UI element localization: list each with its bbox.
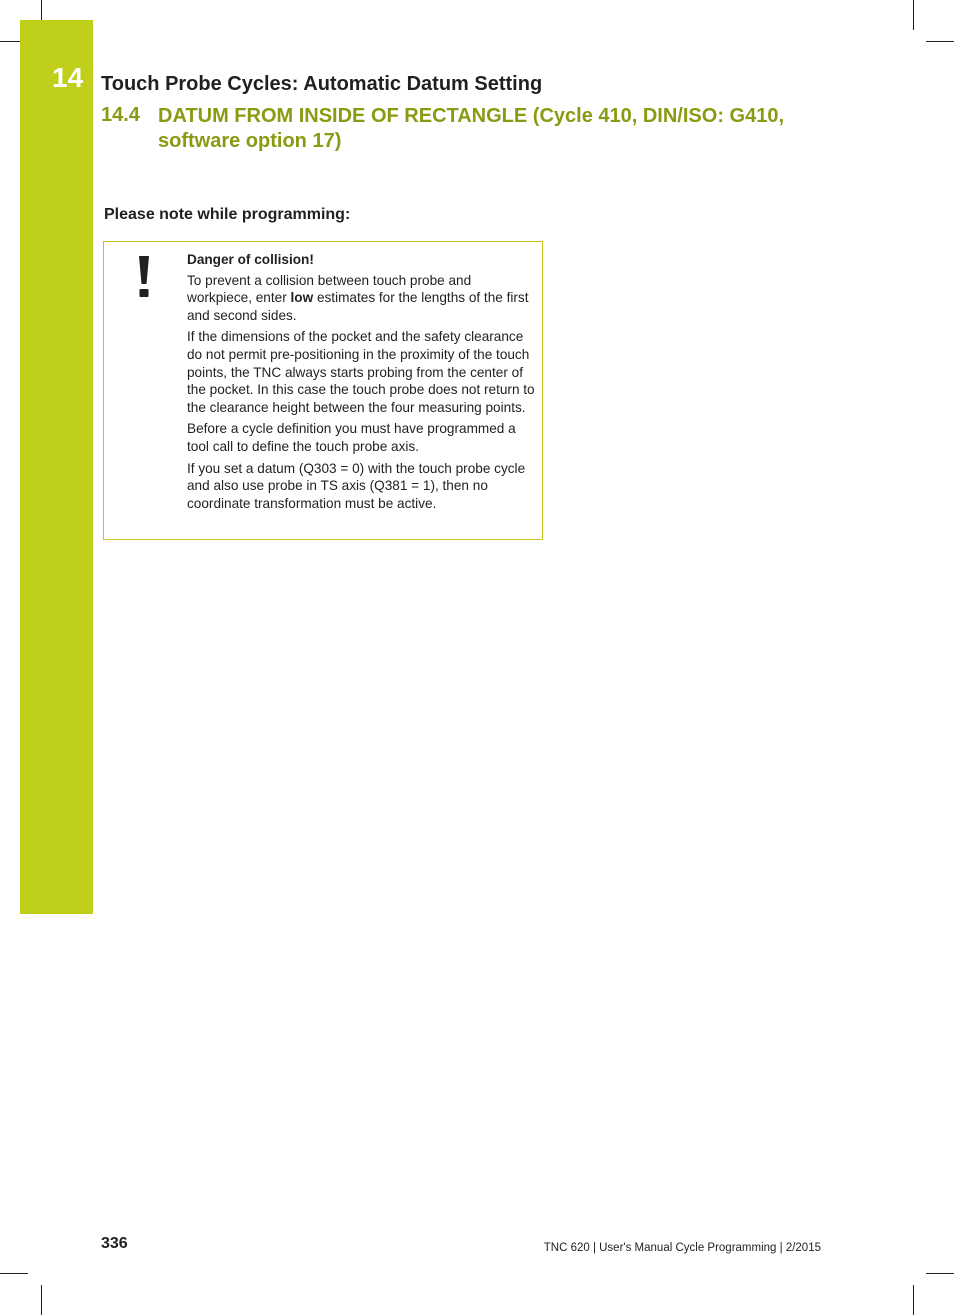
note-heading: Please note while programming: bbox=[104, 206, 351, 223]
notice-paragraph-2: If the dimensions of the pocket and the safety clearance do not permit pre-positioning in the proximity of the touch points, the TNC always starts probing from the center of the pocket. In this case the touch probe does not return to the clearance height between the four measuring points. bbox=[187, 329, 535, 415]
notice-p1-text: To prevent a collision between touch probe and workpiece, enter bbox=[187, 272, 472, 306]
crop-mark bbox=[913, 0, 914, 30]
section-number: 14.4 bbox=[101, 104, 140, 126]
chapter-title: Touch Probe Cycles: Automatic Datum Setting bbox=[101, 73, 543, 95]
notice-title: Danger of collision! bbox=[187, 252, 314, 267]
chapter-number: 14 bbox=[52, 62, 84, 93]
notice-p1-emphasis: low bbox=[290, 290, 314, 306]
section-title: DATUM FROM INSIDE OF RECTANGLE (Cycle 410, DIN/ISO: G410, software option 17) bbox=[158, 105, 785, 152]
notice-paragraph-1 bbox=[187, 272, 537, 325]
chapter-sidebar bbox=[20, 20, 93, 914]
crop-mark bbox=[926, 41, 954, 42]
crop-mark bbox=[41, 1285, 42, 1315]
footer-text: TNC 620 | User's Manual Cycle Programming | 2/2015 bbox=[543, 1242, 821, 1254]
crop-mark bbox=[0, 41, 20, 42]
notice-paragraph-4: If you set a datum (Q303 = 0) with the touch probe cycle and also use probe in TS axis (Q381 = 1), then no coordinate transformation must be active. bbox=[187, 460, 526, 511]
crop-mark bbox=[926, 1273, 954, 1274]
exclamation-icon bbox=[133, 252, 155, 300]
crop-mark bbox=[913, 1285, 914, 1315]
notice-content bbox=[187, 251, 537, 516]
crop-mark bbox=[0, 1273, 28, 1274]
notice-paragraph-3: Before a cycle definition you must have programmed a tool call to define the touch probe axis. bbox=[187, 421, 516, 454]
crop-mark bbox=[41, 0, 42, 20]
notice-p1-text-end: estimates for the lengths of the first and second sides. bbox=[187, 290, 529, 323]
page-number: 336 bbox=[101, 1235, 128, 1252]
